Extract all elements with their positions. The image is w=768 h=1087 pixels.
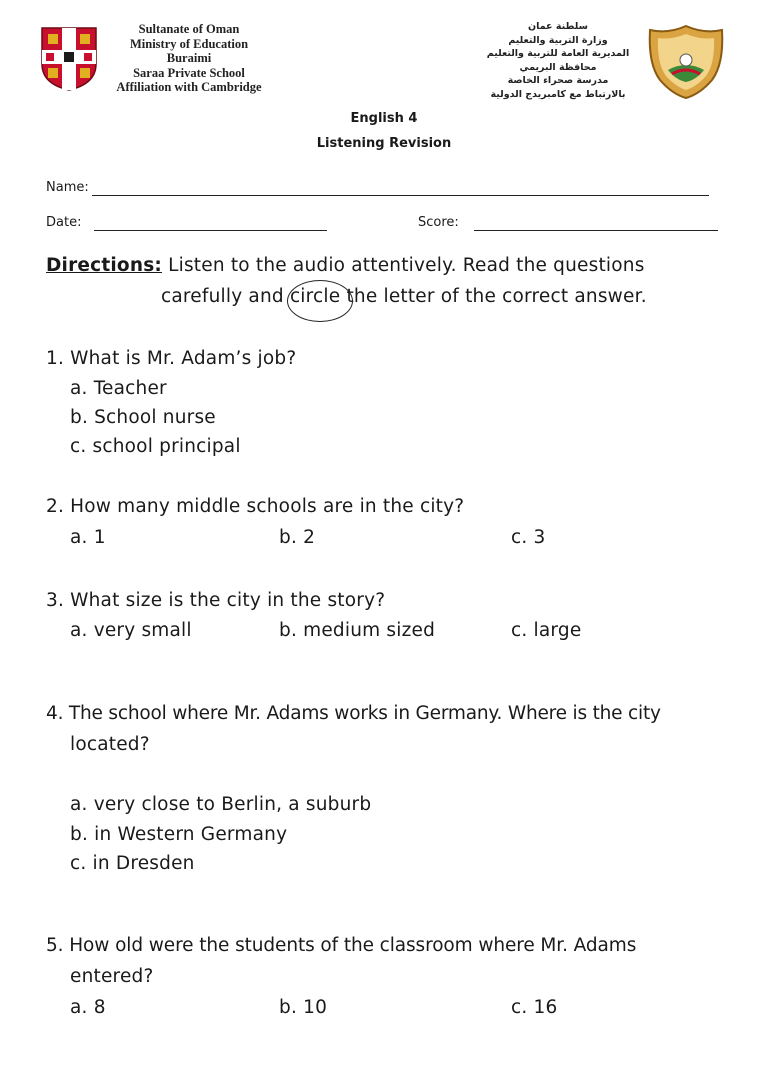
- page-subtitle: Listening Revision: [316, 136, 452, 151]
- question-5-cont: entered?: [70, 966, 154, 987]
- school-line-ar: محافظة البريمي: [519, 61, 597, 73]
- question-3: 3. What size is the city in the story?: [46, 590, 386, 611]
- option-2c[interactable]: c. 3: [511, 527, 546, 548]
- school-line-ar: سلطنة عمان: [528, 21, 588, 32]
- option-1c[interactable]: c. school principal: [70, 436, 241, 457]
- school-line: Sultanate of Oman: [138, 22, 240, 36]
- name-label: Name:: [46, 180, 89, 195]
- option-2b[interactable]: b. 2: [279, 527, 316, 548]
- directions: [46, 255, 645, 276]
- cambridge-crest-icon: [40, 26, 98, 92]
- question-4: 4. The school where Mr. Adams works in Germany. Where is the city: [46, 703, 661, 724]
- option-3b[interactable]: b. medium sized: [279, 620, 436, 641]
- circle-annotation: [287, 280, 353, 322]
- question-1: 1. What is Mr. Adam’s job?: [46, 348, 297, 369]
- school-line: Ministry of Education: [129, 36, 249, 51]
- option-2a[interactable]: a. 1: [70, 527, 106, 548]
- school-line-ar: المديرية العامة للتربية والتعليم: [486, 48, 630, 59]
- school-info-arabic: [478, 20, 638, 101]
- option-3a[interactable]: a. very small: [70, 620, 192, 641]
- option-5a[interactable]: a. 8: [70, 997, 106, 1018]
- directions-label: Directions:: [46, 255, 163, 276]
- date-line: [94, 216, 327, 231]
- date-label: Date:: [46, 215, 82, 230]
- question-5: 5. How old were the students of the classroom where Mr. Adams: [46, 935, 637, 956]
- school-line-ar: بالارتباط مع كامبريدج الدولية: [490, 88, 626, 100]
- page-title: English 4: [350, 111, 418, 126]
- directions-text: the letter of the correct answer.: [346, 286, 647, 307]
- school-line-ar: مدرسة صحراء الخاصة: [507, 75, 609, 86]
- option-1a[interactable]: a. Teacher: [70, 378, 167, 399]
- question-2: 2. How many middle schools are in the city?: [46, 496, 465, 517]
- school-info-english: [104, 22, 274, 95]
- option-4c[interactable]: c. in Dresden: [70, 853, 195, 874]
- name-line: [92, 181, 709, 196]
- question-4-cont: located?: [70, 734, 150, 755]
- option-1b[interactable]: b. School nurse: [70, 407, 216, 428]
- circled-word: circle: [289, 286, 341, 307]
- school-line: Affiliation with Cambridge: [116, 80, 262, 94]
- option-5b[interactable]: b. 10: [279, 997, 328, 1018]
- school-shield-emblem-icon: [646, 24, 726, 100]
- school-line: Buraimi: [166, 51, 212, 65]
- directions-line-2: [161, 286, 647, 307]
- score-line: [474, 216, 718, 231]
- score-label: Score:: [418, 215, 459, 230]
- school-line: Saraa Private School: [133, 65, 245, 80]
- school-line-ar: وزارة التربية والتعليم: [508, 34, 608, 46]
- option-5c[interactable]: c. 16: [511, 997, 558, 1018]
- directions-text: carefully and: [161, 286, 284, 307]
- directions-text: Listen to the audio attentively. Read the questions: [168, 255, 645, 276]
- option-4a[interactable]: a. very close to Berlin, a suburb: [70, 794, 372, 815]
- option-4b[interactable]: b. in Western Germany: [70, 824, 288, 845]
- option-3c[interactable]: c. large: [511, 620, 582, 641]
